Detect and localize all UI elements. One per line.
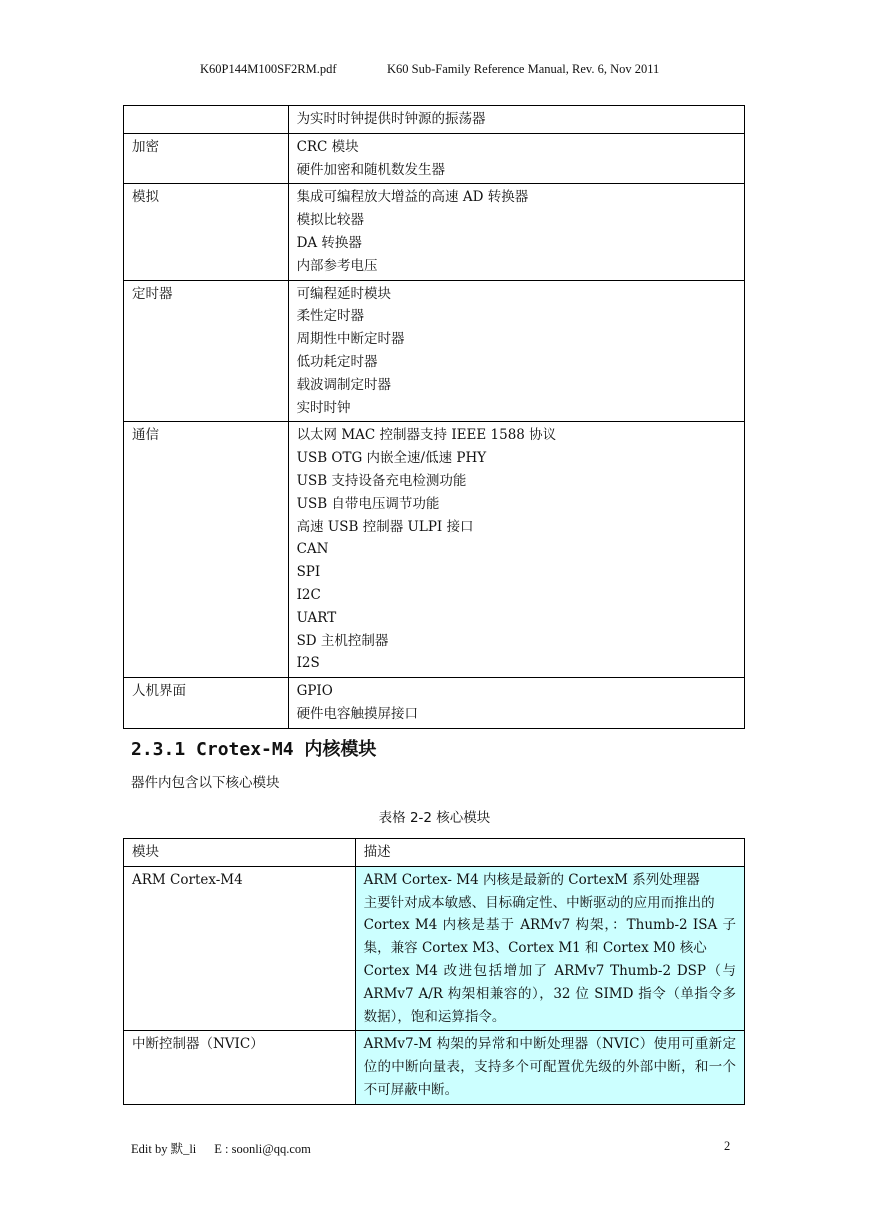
table-row: [124, 106, 745, 134]
footer-email: E : soonli@qq.com: [214, 1142, 311, 1156]
description-cell: [355, 866, 744, 1031]
items-cell: [288, 133, 744, 184]
table-row: [124, 866, 745, 1031]
core-module-table: [123, 838, 745, 1105]
feature-item: 柔性定时器: [296, 308, 365, 325]
items-cell: [288, 280, 744, 422]
feature-item: USB 自带电压调节功能: [296, 495, 440, 512]
table-row: [124, 1031, 745, 1104]
description-paragraph: ARM Cortex- M4 内核是最新的 CortexM 系列处理器: [363, 871, 700, 888]
description-cell: [355, 1031, 744, 1104]
category-cell: [124, 106, 289, 134]
items-cell: [288, 106, 744, 134]
page-number: 2: [724, 1139, 731, 1153]
feature-item: 高速 USB 控制器 ULPI 接口: [296, 518, 474, 535]
feature-item: USB OTG 内嵌全速/低速 PHY: [296, 450, 487, 467]
section-intro: 器件内包含以下核心模块: [131, 775, 280, 791]
category-cell: 加密: [124, 133, 289, 184]
items-cell: [288, 678, 744, 729]
header-cell-module: 模块: [124, 839, 356, 867]
feature-item: 可编程延时模块: [296, 285, 392, 302]
feature-item: DA 转换器: [296, 234, 362, 251]
page-footer: [131, 1139, 311, 1157]
category-cell: 定时器: [124, 280, 289, 422]
feature-item: 模拟比较器: [296, 212, 365, 229]
module-cell: 中断控制器（NVIC）: [124, 1031, 356, 1104]
table-caption: 表格 2-2 核心模块: [378, 810, 491, 826]
feature-item: UART: [296, 609, 337, 626]
feature-item: CRC 模块: [296, 138, 359, 155]
category-cell: 模拟: [124, 184, 289, 280]
feature-item: 集成可编程放大增益的高速 AD 转换器: [296, 189, 529, 206]
description-paragraph: Cortex M4 内核是基于 ARMv7 构架，：Thumb-2 ISA 子集，兼容 Cortex M3、Cortex M1 和 Cortex M0 核心: [363, 917, 736, 957]
feature-item: I2S: [296, 655, 320, 672]
footer-editor: Edit by 默_li: [131, 1142, 197, 1156]
table-header-row: [124, 839, 745, 867]
header-cell-description: 描述: [355, 839, 744, 867]
category-cell: 人机界面: [124, 678, 289, 729]
description-paragraph: Cortex M4 改进包括增加了 ARMv7 Thumb-2 DSP（与 ARMv7 A/R 构架相兼容的），32 位 SIMD 指令（单指令多数据），饱和运算指令。: [363, 962, 736, 1025]
feature-item: USB 支持设备充电检测功能: [296, 472, 467, 489]
table-row: [124, 184, 745, 280]
feature-item: SD 主机控制器: [296, 632, 389, 649]
header-doc-title: K60 Sub-Family Reference Manual, Rev. 6, Nov 2011: [387, 62, 660, 76]
module-cell: ARM Cortex-M4: [124, 866, 356, 1031]
feature-item: 载波调制定时器: [296, 376, 392, 393]
feature-item: 内部参考电压: [296, 257, 378, 274]
description-paragraph: ARMv7-M 构架的异常和中断处理器（NVIC）使用可重新定位的中断向量表，支持多个可配置优先级的外部中断，和一个不可屏蔽中断。: [363, 1036, 736, 1098]
feature-table: [123, 105, 745, 729]
table-row: [124, 678, 745, 729]
table-row: [124, 280, 745, 422]
items-cell: [288, 184, 744, 280]
category-cell: 通信: [124, 422, 289, 678]
feature-item: GPIO: [296, 683, 333, 700]
table-row: [124, 133, 745, 184]
feature-item: 周期性中断定时器: [296, 331, 405, 348]
feature-item: 硬件电容触摸屏接口: [296, 705, 419, 722]
feature-item: 硬件加密和随机数发生器: [296, 161, 446, 178]
feature-item: 低功耗定时器: [296, 353, 378, 370]
description-paragraph: 主要针对成本敏感、目标确定性、中断驱动的应用而推出的: [363, 894, 715, 911]
feature-item: 以太网 MAC 控制器支持 IEEE 1588 协议: [296, 427, 557, 444]
header-filename: K60P144M100SF2RM.pdf: [200, 62, 337, 76]
table-row: [124, 422, 745, 678]
feature-item: SPI: [296, 564, 321, 581]
feature-item: CAN: [296, 541, 329, 558]
section-title: 2.3.1 Crotex-M4 内核模块: [131, 739, 377, 760]
feature-item: 实时时钟: [296, 399, 351, 416]
items-cell: [288, 422, 744, 678]
feature-item: I2C: [296, 586, 321, 603]
feature-item: 为实时时钟提供时钟源的振荡器: [296, 111, 486, 127]
